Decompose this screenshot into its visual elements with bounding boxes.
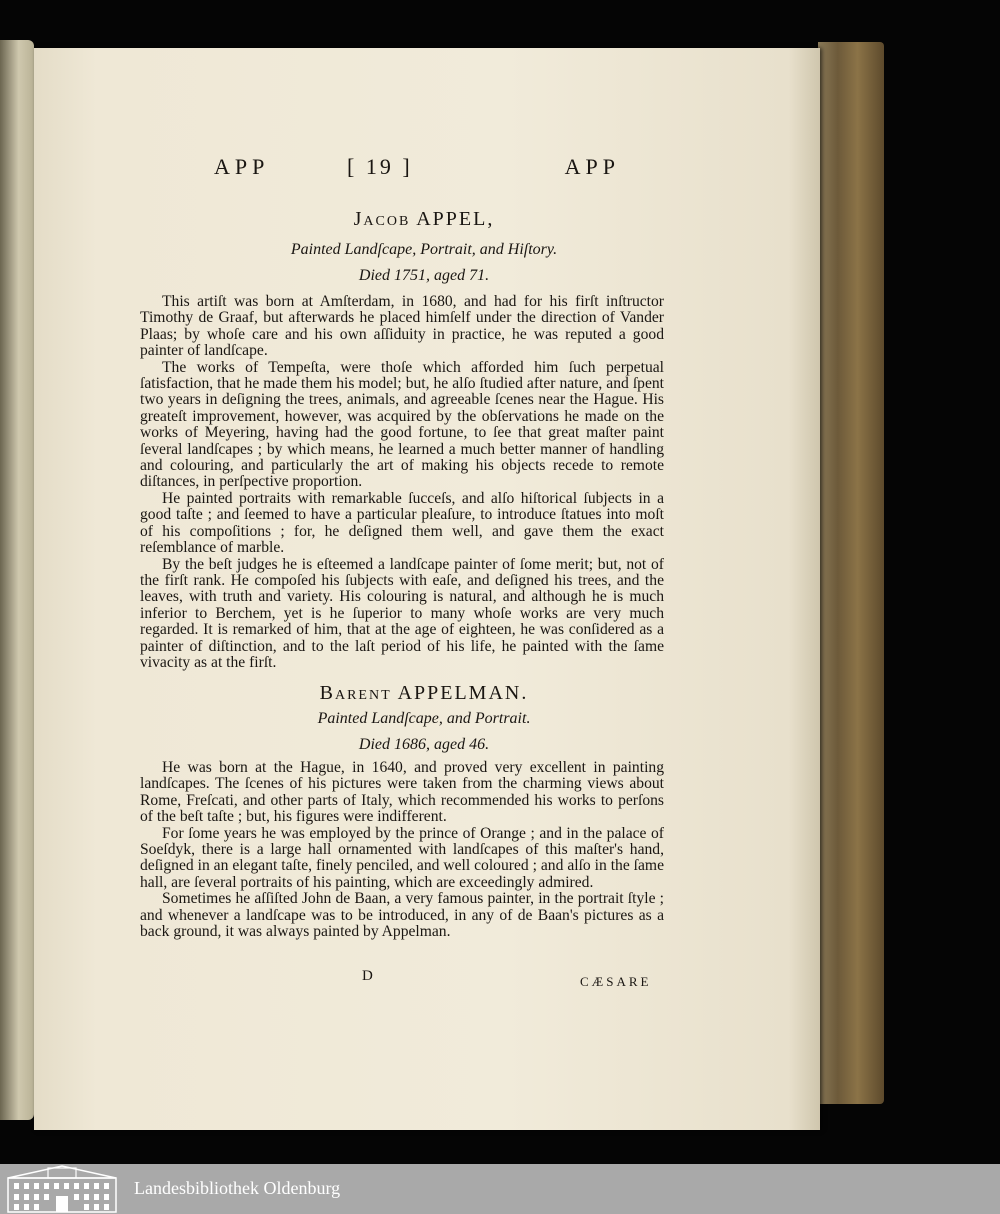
book-cover-edge: [818, 42, 884, 1104]
paragraph: For ſome years he was employed by the prince of Orange ; and in the palace of Soeſdyk, there is a large hall ornamented with landſcapes of this maſter's hand, deſigned in an elegant taſte, finely penciled, and well coloured ; and alſo in the ſame hall, are ſeveral portraits of his painting, which are exceedingly admired.: [140, 824, 664, 891]
entry-subtitle: Painted Landſcape, and Portrait.: [317, 710, 531, 727]
entry-first-name: Jacob: [353, 208, 411, 230]
library-footer: [0, 1164, 1000, 1214]
paragraph: Sometimes he aſſiſted John de Baan, a very famous painter, in the portrait ſtyle ; and whenever a landſcape was to be introduced, in any of de Baan's pictures as a back ground, it was always painted by Appelman.: [140, 890, 664, 941]
entry-dates: Died 1751, aged 71.: [358, 267, 490, 284]
previous-page-edge: [0, 40, 34, 1120]
library-name: Landesbibliothek Oldenburg: [134, 1178, 341, 1198]
paragraph: He painted portraits with remarkable ſucceſs, and alſo hiſtorical ſubjects in a good taſte ; and ſeemed to have a particular pleaſure, to introduce ſtatues into moſt of his compoſitions ; for, he deſigned them well, and gave them the exact reſemblance of marble.: [140, 489, 664, 557]
entry-heading: [94, 208, 754, 231]
running-head: [214, 154, 634, 190]
book-page: [34, 48, 820, 1130]
entry-first-name: Barent: [319, 682, 392, 704]
paragraph: The works of Tempeſta, were thoſe which afforded him ſuch perpetual ſatisfaction, that he made them his model; but, he alſo ſtudied after nature, and ſpent two years in deſigning the trees, animals, and agreeable ſcenes near the Hague. His greateſt improvement, however, was acquired by the obſervations he made on the works of Meyering, having had the good fortune, to ſee that great maſter paint ſeveral landſcapes ; by which means, he learned a much better manner of handling and colouring, and particularly the art of making his objects recede to remote diſtances, in perſpective proportion.: [140, 358, 664, 491]
entry-subtitle: Painted Landſcape, Portrait, and Hiſtory.: [290, 241, 558, 258]
running-head-right: APP: [564, 154, 620, 179]
paragraph: By the beſt judges he is eſteemed a landſcape painter of ſome merit; but, not of the firſt rank. He compoſed his ſubjects with eaſe, and deſigned his trees, and the leaves, with truth and variety. His colouring is natural, and although he is much inferior to Berchem, yet is he ſuperior to many whoſe works are very much regarded. It is remarked of him, that at the age of eighteen, he was conſidered as a painter of diſtinction, and to the laſt period of his life, he painted with the ſame vivacity as at the firſt.: [140, 555, 664, 671]
entry-last-name: APPELMAN.: [397, 682, 529, 704]
entry-last-name: APPEL,: [416, 208, 495, 230]
paragraph: He was born at the Hague, in 1640, and proved very excellent in painting landſcapes. The ſcenes of his pictures were taken from the charming views about Rome, Freſcati, and other parts of Italy, which recommended his works to perſons of the beſt taſte ; but, his figures were indifferent.: [140, 759, 664, 826]
entry-dates: Died 1686, aged 46.: [358, 736, 490, 753]
entry-heading: [94, 682, 754, 705]
paragraph: This artiſt was born at Amſterdam, in 1680, and had for his firſt inſtructor Timothy de Graaf, but afterwards he placed himſelf under the direction of Vander Plaas; by whoſe care and his own aſſiduity in practice, he was reputed a good painter of landſcape.: [140, 293, 664, 360]
catchword: CÆSARE: [580, 974, 652, 989]
library-building-icon: [0, 1164, 124, 1214]
entry-body: [140, 760, 664, 940]
entry-body: [140, 294, 664, 671]
signature-mark: D: [362, 968, 373, 984]
page-number: [ 19 ]: [347, 154, 413, 179]
running-head-left: APP: [214, 154, 270, 179]
